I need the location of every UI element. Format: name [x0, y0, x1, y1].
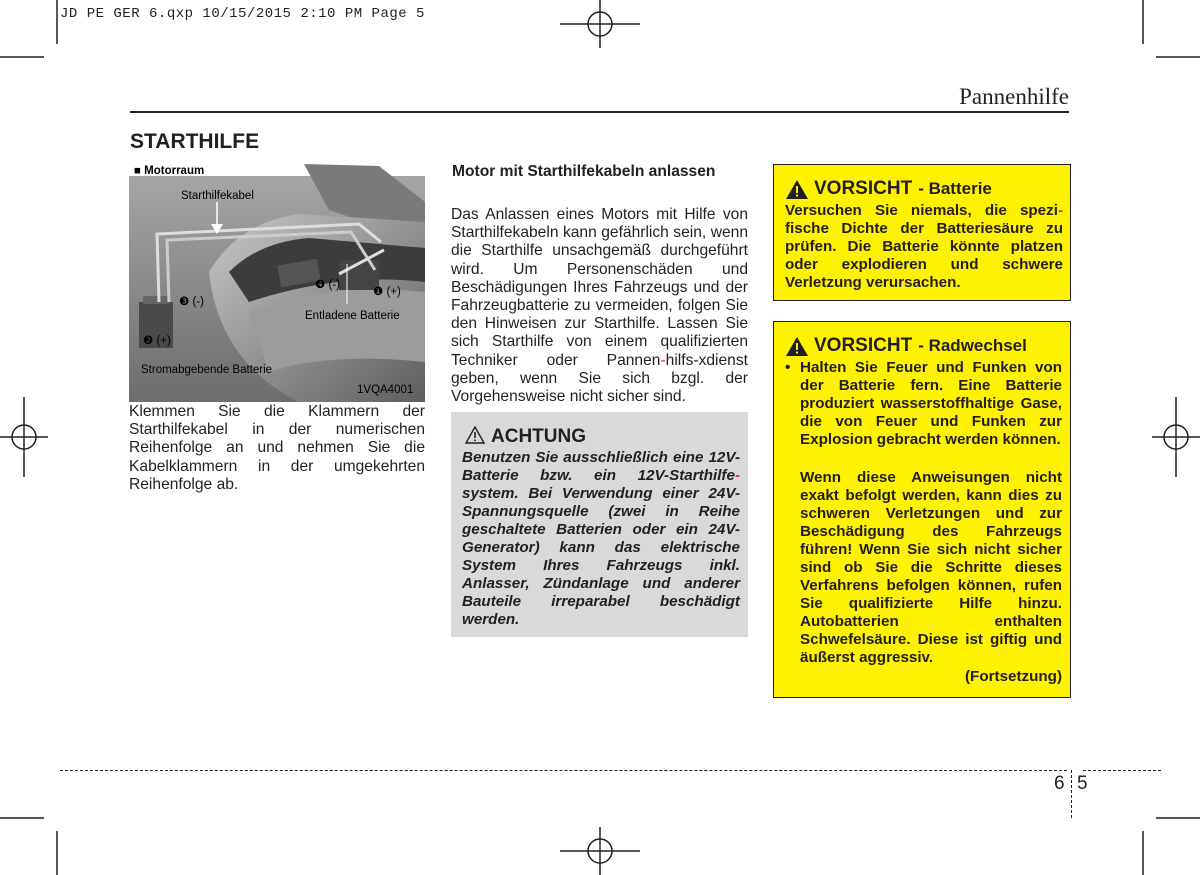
warning-triangle-icon	[786, 337, 808, 356]
label-entladene-batterie: Entladene Batterie	[305, 310, 400, 322]
warning-triangle-icon	[786, 180, 808, 199]
label-m2: ❷ (+)	[143, 335, 171, 347]
caution-triangle-icon	[465, 426, 485, 444]
fortsetzung: (Fortsetzung)	[964, 668, 1062, 685]
figure-code: 1VQA4001	[357, 384, 414, 396]
label-starthilfekabel: Starthilfekabel	[181, 190, 254, 202]
achtung-box	[451, 412, 748, 637]
label-m1: ❶ (+)	[373, 286, 401, 298]
vorsicht-batterie-box	[773, 164, 1071, 301]
achtung-text: Benutzen Sie ausschließlich eine 12V-Batterie bzw. ein 12V-Starthilfe-system. Bei Verwendung einer 24V-Spannungsquelle (zwei in Reihe geschaltete Batterien oder ein 24V-Generator) kann das elektrische System Ihres Fahrzeugs inkl. Anlasser, Zündanlage und anderer Bauteile irreparabel beschädigt werden.	[462, 449, 740, 628]
label-m4: ❹ (-)	[315, 279, 340, 291]
print-slug: JD PE GER 6.qxp 10/15/2015 2:10 PM Page 5	[60, 6, 425, 22]
achtung-title: ACHTUNG	[465, 426, 586, 448]
header-rule	[130, 111, 1069, 113]
vorsicht-batterie-title: VORSICHT - Batterie	[786, 178, 992, 200]
subheading: Motor mit Starthilfekabeln anlassen	[452, 163, 716, 180]
chapter-number: 6	[1054, 773, 1065, 794]
section-title: STARTHILFE	[130, 130, 260, 153]
middle-paragraph: Das Anlassen eines Motors mit Hilfe von Starthilfekabeln kann gefährlich sein, wenn die Starthilfe unsachgemäß durchgeführt wird. Um Personenschäden und Beschädigungen Ihres Fahrzeugs und der Fahrzeugbatterie zu vermeiden, folgen Sie den Hinweisen zur Starthilfe. Lassen Sie sich Starthilfe von einem qualifizierten Techniker oder Pannen-hilfs-xdienst geben, wenn Sie sich bzgl. der Vorgehensweise nicht sicher sind.	[451, 206, 748, 406]
running-header: Pannenhilfe	[959, 84, 1069, 109]
footer-dashed-rule-right	[1083, 770, 1161, 771]
vorsicht-radwechsel-text-1: Halten Sie Feuer und Funken von der Batterie fern. Eine Batterie produziert wasserstoffhaltige Gase, die von Feuer und Funken zur Explosion gebracht werden können.	[800, 359, 1062, 448]
page-number: 5	[1077, 773, 1088, 794]
page-number-divider	[1071, 770, 1072, 818]
bullet: •	[785, 359, 791, 376]
figure-caption: ■ Motorraum	[134, 165, 205, 177]
left-paragraph: Klemmen Sie die Klammern der Starthilfekabel in der numerischen Reihenfolge an und nehmen Sie die Kabelklammern in der umgekehrten Reihenfolge ab.	[129, 403, 425, 493]
engine-bay-figure	[129, 162, 425, 402]
vorsicht-radwechsel-box	[773, 321, 1071, 698]
label-stromabgebende-batterie: Stromabgebende Batterie	[141, 364, 273, 376]
label-m3: ❸ (-)	[179, 296, 204, 308]
vorsicht-radwechsel-title: VORSICHT - Radwechsel	[786, 335, 1027, 357]
vorsicht-batterie-text: Versuchen Sie niemals, die spezi-fische Dichte der Batteriesäure zu prüfen. Die Batterie könnte platzen oder explodieren und schwere Verletzung verursachen.	[785, 202, 1063, 291]
vorsicht-radwechsel-text-2: Wenn diese Anweisungen nicht exakt befolgt werden, kann dies zu schweren Verletzungen und zur Beschädigung des Fahrzeugs führen! Wenn Sie sich nicht sicher sind ob Sie die Schritte dieses Verfahrens befolgen können, rufen Sie qualifizierte Hilfe hinzu. Autobatterien enthalten Schwefelsäure. Diese ist giftig und äußerst aggressiv.	[800, 469, 1062, 666]
footer-dashed-rule-left	[60, 770, 1067, 771]
